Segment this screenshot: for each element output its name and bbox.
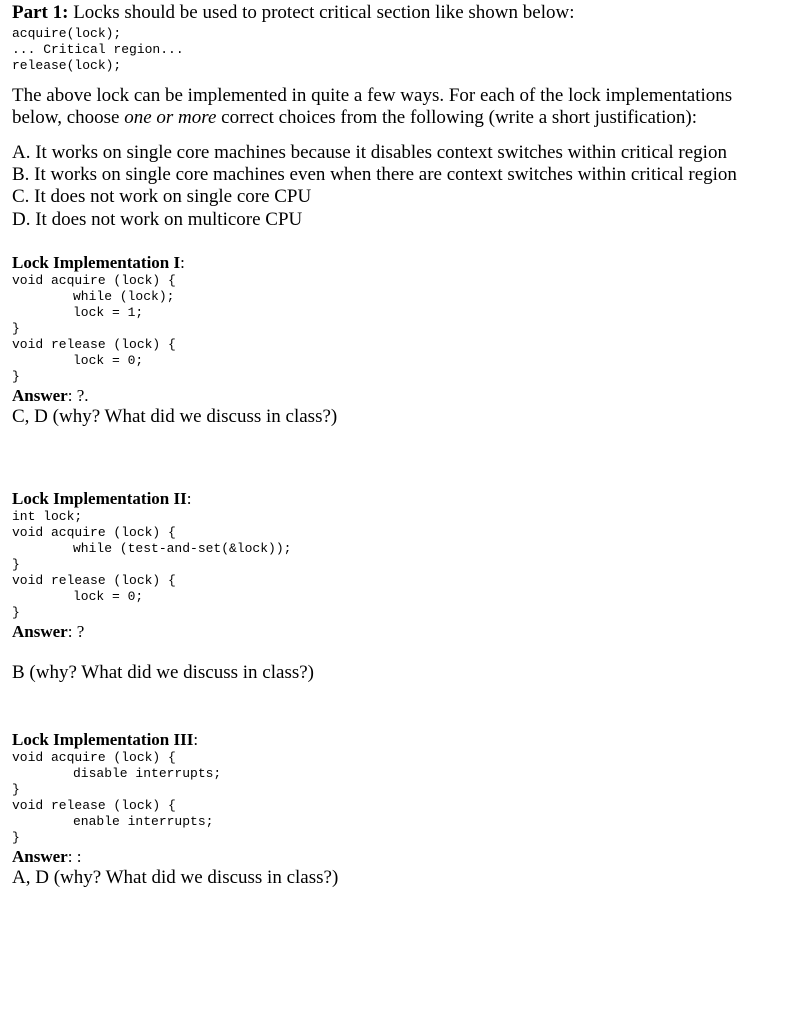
choice-c: C. It does not work on single core CPU bbox=[12, 186, 312, 207]
impl1-code-line: } bbox=[12, 369, 20, 384]
impl2-code-line: lock = 0; bbox=[73, 589, 144, 604]
impl2-code-line: } bbox=[12, 557, 20, 572]
impl3-code-line: } bbox=[12, 830, 20, 845]
impl1-code-line: while (lock); bbox=[73, 289, 175, 304]
part1-code-line: ... Critical region... bbox=[12, 42, 184, 57]
impl2-answer-text: B (why? What did we discuss in class?) bbox=[12, 662, 315, 683]
impl3-code-line: } bbox=[12, 782, 20, 797]
part1-code-line: acquire(lock); bbox=[12, 26, 122, 41]
intro-line-2 bbox=[12, 107, 697, 129]
answer-label: Answer bbox=[12, 847, 68, 866]
answer-suffix: : ?. bbox=[67, 386, 89, 405]
impl1-code-line: lock = 0; bbox=[73, 353, 144, 368]
answer-label: Answer bbox=[12, 622, 68, 641]
impl3-title-colon: : bbox=[193, 730, 199, 749]
impl3-code-line: disable interrupts; bbox=[73, 766, 222, 781]
impl1-answer-label bbox=[12, 386, 89, 406]
intro-emphasis: one or more bbox=[124, 107, 217, 128]
impl3-answer-label bbox=[12, 847, 81, 867]
impl2-title-colon: : bbox=[186, 489, 192, 508]
choice-d: D. It does not work on multicore CPU bbox=[12, 209, 303, 230]
impl1-code-line: void release (lock) { bbox=[12, 337, 176, 352]
answer-suffix: : ? bbox=[67, 622, 85, 641]
impl2-answer-label bbox=[12, 622, 84, 642]
answer-label: Answer bbox=[12, 386, 68, 405]
impl2-title-text: Lock Implementation II bbox=[12, 489, 187, 508]
impl1-title-text: Lock Implementation I bbox=[12, 253, 181, 272]
choice-a: A. It works on single core machines because it disables context switches within critical region bbox=[12, 142, 727, 163]
part1-label: Part 1: bbox=[12, 2, 69, 23]
part1-text: Locks should be used to protect critical section like shown below: bbox=[68, 2, 575, 23]
impl1-code-line: void acquire (lock) { bbox=[12, 273, 176, 288]
impl3-title bbox=[12, 730, 198, 750]
impl3-answer-text: A, D (why? What did we discuss in class?) bbox=[12, 867, 339, 888]
impl2-code-line: void release (lock) { bbox=[12, 573, 176, 588]
impl3-code-line: void acquire (lock) { bbox=[12, 750, 176, 765]
part1-code-line: release(lock); bbox=[12, 58, 122, 73]
impl2-title bbox=[12, 489, 191, 509]
impl1-code-line: lock = 1; bbox=[73, 305, 144, 320]
impl2-code-line: } bbox=[12, 605, 20, 620]
impl1-title-colon: : bbox=[180, 253, 185, 272]
intro-text: correct choices from the following (write a short justification): bbox=[216, 107, 698, 128]
impl1-code-line: } bbox=[12, 321, 20, 336]
impl1-title bbox=[12, 253, 185, 273]
impl3-code-line: void release (lock) { bbox=[12, 798, 176, 813]
intro-line-1: The above lock can be implemented in quite a few ways. For each of the lock implementations bbox=[12, 85, 733, 106]
part1-heading bbox=[12, 2, 574, 24]
impl3-title-text: Lock Implementation III bbox=[12, 730, 194, 749]
answer-suffix: : : bbox=[67, 847, 82, 866]
impl2-code-line: void acquire (lock) { bbox=[12, 525, 176, 540]
impl2-code-line: while (test-and-set(&lock)); bbox=[73, 541, 292, 556]
impl2-code-line: int lock; bbox=[12, 509, 83, 524]
intro-text: below, choose bbox=[12, 107, 125, 128]
impl1-answer-text: C, D (why? What did we discuss in class?) bbox=[12, 406, 338, 427]
impl3-code-line: enable interrupts; bbox=[73, 814, 214, 829]
choice-b: B. It works on single core machines even when there are context switches within critical region bbox=[12, 164, 737, 185]
